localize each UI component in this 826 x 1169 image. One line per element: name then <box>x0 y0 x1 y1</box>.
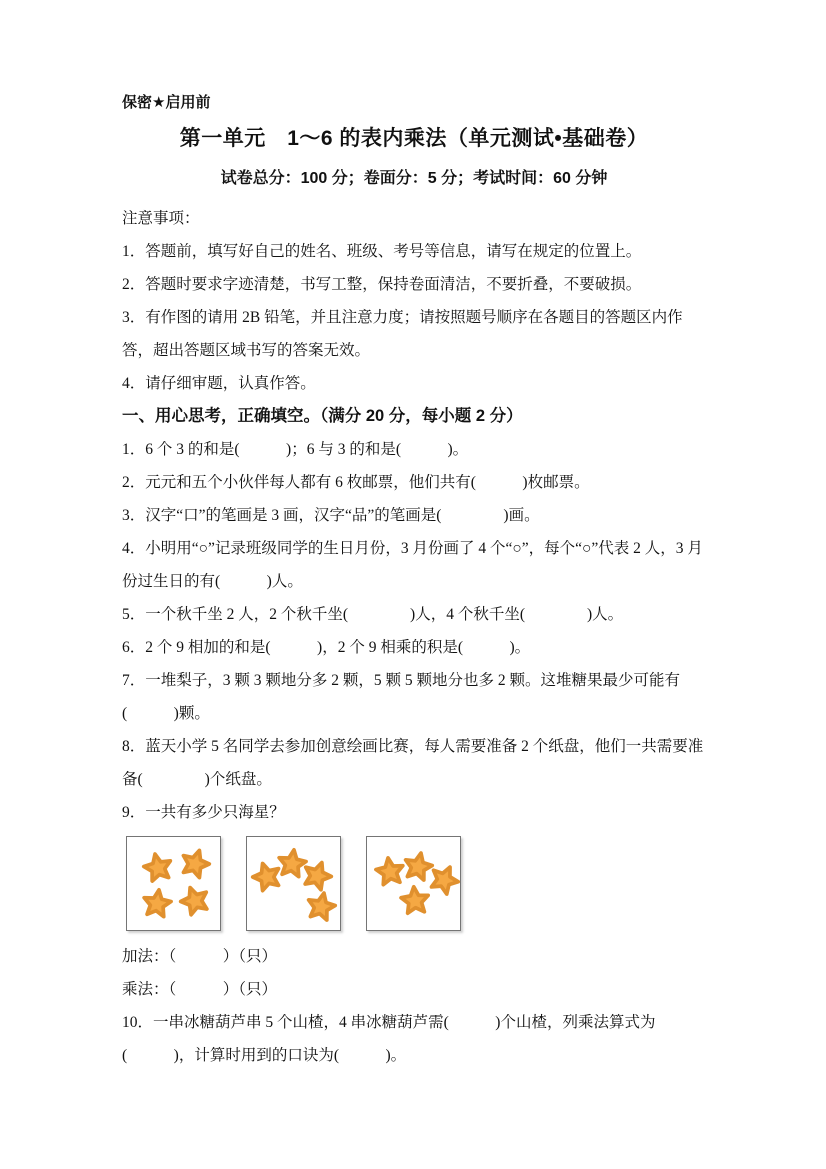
section-1-heading: 一、用心思考，正确填空。（满分 20 分，每小题 2 分） <box>122 407 523 425</box>
exam-body <box>122 202 706 1072</box>
classification-banner: 保密★启用前 <box>122 94 211 111</box>
starfish-box-3 <box>366 836 461 931</box>
exam-score-info: 试卷总分：100 分；卷面分：5 分；考试时间：60 分钟 <box>220 170 608 187</box>
question-9: 9．一共有多少只海星？ <box>122 804 285 821</box>
starfish-box-2 <box>246 836 341 931</box>
notice-item-3: 3．有作图的请用 2B 铅笔，并且注意力度；请按照题号顺序在各题目的答题区内作答，超出答题区域书写的答案无效。 <box>122 309 683 359</box>
question-2: 2．元元和五个小伙伴每人都有 6 枚邮票，他们共有( )枚邮票。 <box>122 474 590 491</box>
question-8: 8．蓝天小学 5 名同学去参加创意绘画比赛，每人需要准备 2 个纸盘，他们一共需要准备( )个纸盘。 <box>122 738 704 788</box>
starfish-icon <box>300 886 343 929</box>
notice-item-4: 4．请仔细审题，认真作答。 <box>122 375 316 392</box>
question-3: 3．汉字“口”的笔画是 3 画，汉字“品”的笔画是( )画。 <box>122 507 540 524</box>
question-5: 5．一个秋千坐 2 人，2 个秋千坐( )人，4 个秋千坐( )人。 <box>122 606 624 623</box>
starfish-image-row <box>126 836 706 931</box>
starfish-icon <box>395 881 434 920</box>
notice-item-1: 1．答题前，填写好自己的姓名、班级、考号等信息，请写在规定的位置上。 <box>122 243 642 260</box>
exam-title: 第一单元 1～6 的表内乘法（单元测试•基础卷） <box>179 127 649 150</box>
question-9-addition-line: 加法：（ ）（只） <box>122 948 278 965</box>
question-7: 7．一堆梨子，3 颗 3 颗地分多 2 颗，5 颗 5 颗地分也多 2 颗。这堆糖果最少可能有( )颗。 <box>122 672 681 722</box>
question-1: 1．6 个 3 的和是( )；6 与 3 的和是( )。 <box>122 441 469 458</box>
question-9-multiplication-line: 乘法：（ ）（只） <box>122 981 278 998</box>
question-6: 6．2 个 9 相加的和是( )，2 个 9 相乘的积是( )。 <box>122 639 531 656</box>
starfish-icon <box>172 878 218 924</box>
notice-item-2: 2．答题时要求字迹清楚，书写工整，保持卷面清洁，不要折叠，不要破损。 <box>122 276 642 293</box>
notices-heading: 注意事项： <box>122 210 200 227</box>
question-4: 4．小明用“○”记录班级同学的生日月份，3 月份画了 4 个“○”，每个“○”代表 2 人，3 月份过生日的有( )人。 <box>122 540 703 590</box>
question-10: 10．一串冰糖葫芦串 5 个山楂，4 串冰糖葫芦需( )个山楂，列乘法算式为( )，计算时用到的口诀为( )。 <box>122 1014 656 1064</box>
starfish-box-1 <box>126 836 221 931</box>
